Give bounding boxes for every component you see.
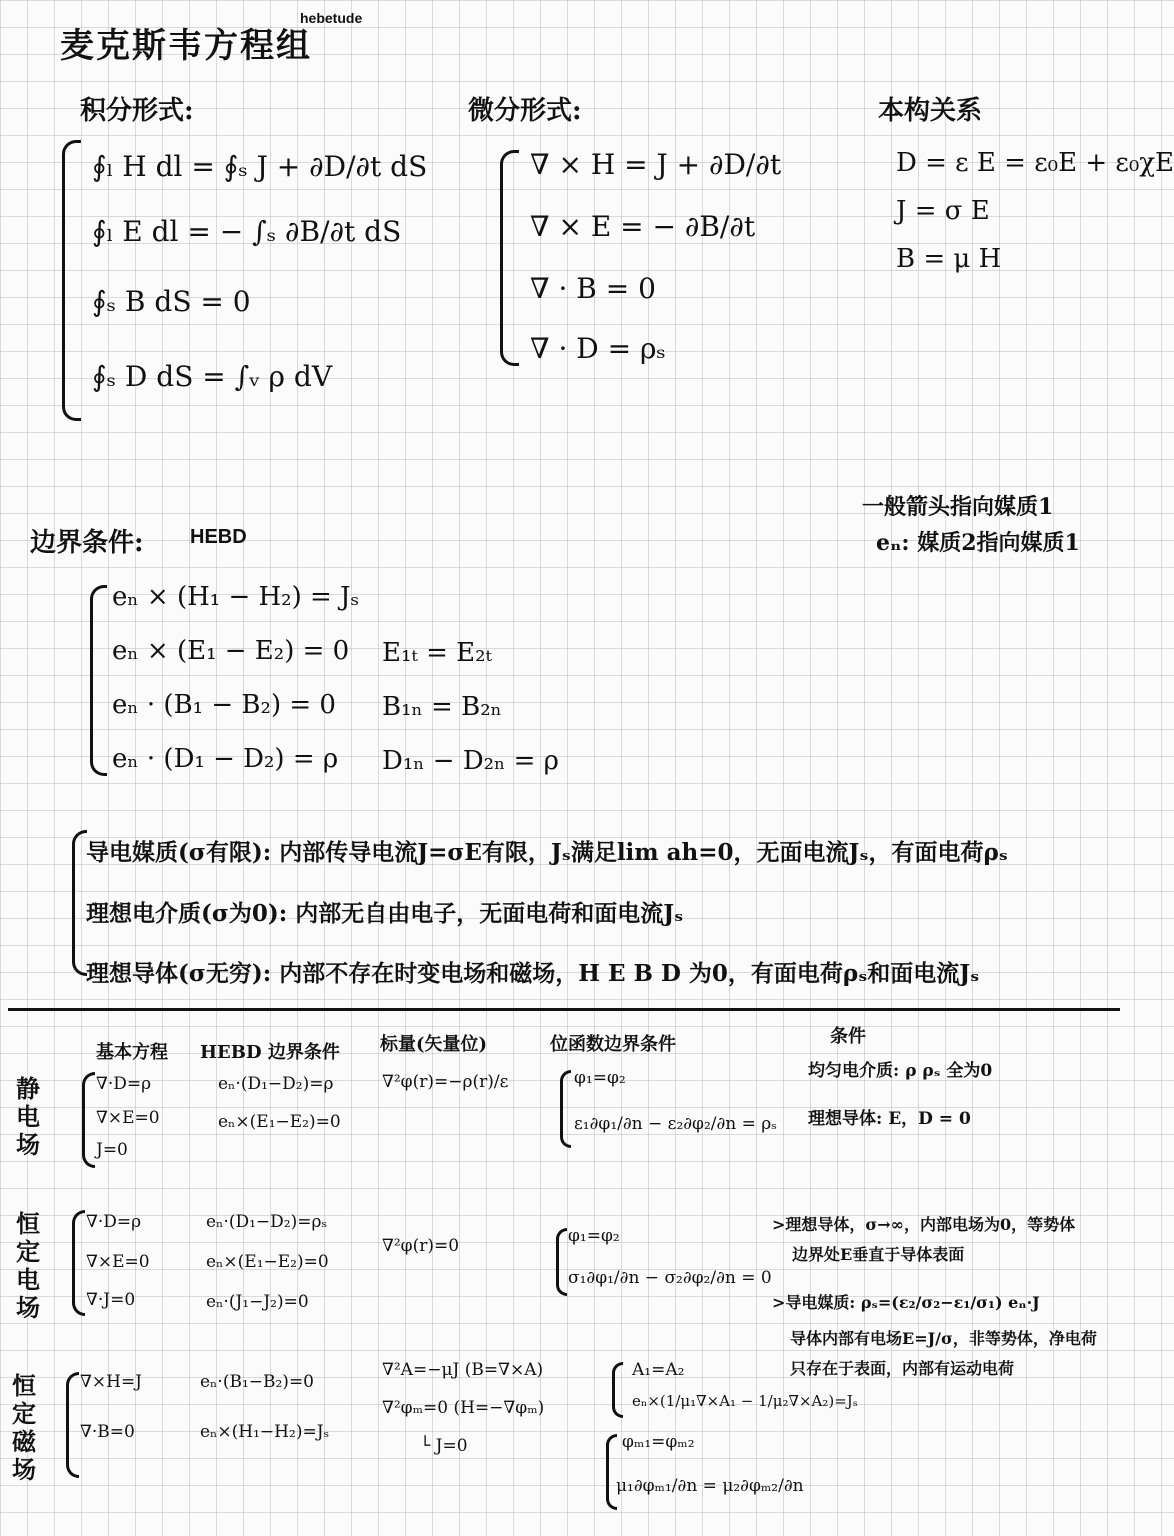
table-header-potbc: 位函数边界条件	[550, 1034, 676, 1055]
table-header-potential: 标量(矢量位)	[380, 1034, 488, 1055]
row-steady-electric-brace	[72, 1210, 85, 1316]
boundary-eq-2: eₙ × (E₁ − E₂) = 0	[112, 636, 350, 666]
row-steady-electric-potbc-2: σ₁∂φ₁/∂n − σ₂∂φ₂/∂n = 0	[568, 1268, 772, 1288]
signature: hebetude	[300, 10, 363, 26]
row-electrostatic-basic-3: J=0	[96, 1140, 128, 1160]
differential-brace	[500, 150, 519, 366]
boundary-eq-1: eₙ × (H₁ − H₂) = Jₛ	[112, 582, 360, 612]
boundary-brace	[90, 585, 107, 776]
row-steady-electric-potbc-brace	[556, 1228, 567, 1296]
row-steady-magnetic-potbc-1: A₁=A₂	[632, 1360, 685, 1380]
row-steady-magnetic-potbc-4: μ₁∂φₘ₁/∂n = μ₂∂φₘ₂/∂n	[616, 1476, 804, 1496]
row-steady-magnetic-basic-1: ∇×H=J	[80, 1372, 142, 1392]
media-line-1: 导电媒质(σ有限): 内部传导电流J=σE有限，Jₛ满足lim ah=0，无面电流Jₛ，有面电荷ρₛ	[86, 839, 1008, 866]
row-steady-electric-bc-1: eₙ·(D₁−D₂)=ρₛ	[206, 1212, 328, 1232]
boundary-scalar-3: D₁ₙ − D₂ₙ = ρ	[382, 746, 559, 776]
media-line-2: 理想电介质(σ为0): 内部无自由电子，无面电荷和面电流Jₛ	[86, 900, 684, 927]
row-electrostatic-cond-2: 理想导体: E，D = 0	[808, 1109, 971, 1129]
integral-eq-4: ∮ₛ D dS = ∫ᵥ ρ dV	[92, 360, 333, 393]
row-steady-magnetic-bc-2: eₙ×(H₁−H₂)=Jₛ	[200, 1422, 330, 1442]
row-steady-electric-basic-3: ∇·J=0	[86, 1290, 136, 1310]
boundary-label: 边界条件:	[30, 528, 144, 558]
row-steady-electric-bc-2: eₙ×(E₁−E₂)=0	[206, 1252, 329, 1272]
row-electrostatic-basic-1: ∇·D=ρ	[96, 1074, 152, 1094]
integral-eq-3: ∮ₛ B dS = 0	[92, 285, 251, 318]
row-electrostatic-potential-1: ∇²φ(r)=−ρ(r)/ε	[382, 1072, 509, 1092]
row-steady-magnetic-name: 恒定磁场	[12, 1371, 36, 1484]
row-steady-electric-cond-2: 边界处E垂直于导体表面	[792, 1245, 965, 1264]
row-steady-magnetic-potential-1: ∇²A=−μJ (B=∇×A)	[382, 1360, 544, 1380]
row-electrostatic-cond-1: 均匀电介质: ρ ρₛ 全为0	[808, 1061, 993, 1081]
constitutive-eq-3: B = μ H	[896, 244, 1002, 274]
table-header-basic: 基本方程	[96, 1042, 168, 1063]
differential-eq-2: ∇ × E = − ∂B/∂t	[530, 210, 756, 243]
media-line-3: 理想导体(σ无穷): 内部不存在时变电场和磁场，H E B D 为0，有面电荷ρₛ和面电流Jₛ	[86, 960, 980, 987]
row-steady-electric-basic-2: ∇×E=0	[86, 1252, 150, 1272]
row-steady-electric-cond-1: >理想导体，σ→∞，内部电场为0，等势体	[772, 1215, 1076, 1234]
row-steady-electric-potential-1: ∇²φ(r)=0	[382, 1236, 460, 1256]
row-electrostatic-bc-2: eₙ×(E₁−E₂)=0	[218, 1112, 341, 1132]
row-steady-magnetic-potbc-brace-2	[606, 1434, 617, 1510]
boundary-note-1: 一般箭头指向媒质1	[862, 494, 1054, 520]
row-electrostatic-potbc-1: φ₁=φ₂	[574, 1068, 626, 1088]
boundary-tag: HEBD	[190, 526, 247, 548]
row-steady-magnetic-potential-3: └ J=0	[420, 1436, 468, 1456]
row-electrostatic-potbc-2: ε₁∂φ₁/∂n − ε₂∂φ₂/∂n = ρₛ	[574, 1114, 778, 1134]
integral-label: 积分形式:	[80, 96, 194, 126]
differential-label: 微分形式:	[468, 96, 582, 126]
row-electrostatic-name: 静电场	[16, 1074, 40, 1159]
row-steady-magnetic-potential-2: ∇²φₘ=0 (H=−∇φₘ)	[382, 1398, 545, 1418]
constitutive-eq-2: J = σ E	[896, 196, 990, 226]
integral-eq-2: ∮ₗ E dl = − ∫ₛ ∂B/∂t dS	[92, 215, 402, 248]
constitutive-eq-1: D = ε E = ε₀E + ε₀χE	[896, 148, 1174, 178]
row-electrostatic-bc-1: eₙ·(D₁−D₂)=ρ	[218, 1074, 334, 1094]
row-steady-electric-potbc-1: φ₁=φ₂	[568, 1226, 620, 1246]
differential-eq-1: ∇ × H = J + ∂D/∂t	[530, 148, 782, 181]
boundary-scalar-2: B₁ₙ = B₂ₙ	[382, 692, 502, 722]
row-steady-magnetic-potbc-3: φₘ₁=φₘ₂	[622, 1432, 695, 1452]
boundary-note-2: eₙ: 媒质2指向媒质1	[876, 530, 1080, 556]
media-brace	[72, 830, 87, 976]
table-header-cond: 条件	[830, 1026, 866, 1047]
row-electrostatic-potbc-brace	[560, 1070, 571, 1148]
row-steady-magnetic-potbc-brace-1	[612, 1362, 623, 1418]
row-electrostatic-brace	[82, 1072, 95, 1168]
table-header-boundary: HEBD 边界条件	[200, 1042, 340, 1063]
boundary-scalar-1: E₁ₜ = E₂ₜ	[382, 638, 492, 668]
differential-eq-3: ∇ · B = 0	[530, 272, 656, 305]
integral-brace	[62, 140, 81, 421]
row-steady-magnetic-potbc-2: eₙ×(1/μ₁∇×A₁ − 1/μ₂∇×A₂)=Jₛ	[632, 1392, 858, 1410]
section-divider	[8, 1008, 1120, 1011]
constitutive-label: 本构关系	[878, 96, 983, 126]
boundary-eq-3: eₙ · (B₁ − B₂) = 0	[112, 690, 336, 720]
row-steady-electric-cond-5: 只存在于表面，内部有运动电荷	[790, 1359, 1015, 1378]
row-steady-electric-cond-4: 导体内部有电场E=J/σ，非等势体，净电荷	[790, 1329, 1097, 1348]
row-steady-electric-bc-3: eₙ·(J₁−J₂)=0	[206, 1292, 309, 1312]
row-electrostatic-basic-2: ∇×E=0	[96, 1108, 160, 1128]
row-steady-electric-basic-1: ∇·D=ρ	[86, 1212, 142, 1232]
integral-eq-1: ∮ₗ H dl = ∮ₛ J + ∂D/∂t dS	[92, 150, 428, 183]
row-steady-electric-name: 恒定电场	[16, 1209, 40, 1322]
boundary-eq-4: eₙ · (D₁ − D₂) = ρ	[112, 744, 339, 774]
row-steady-electric-cond-3: >导电媒质: ρₛ=(ε₂/σ₂−ε₁/σ₁) eₙ·J	[772, 1293, 1040, 1312]
differential-eq-4: ∇ · D = ρₛ	[530, 332, 666, 365]
row-steady-magnetic-basic-2: ∇·B=0	[80, 1422, 135, 1442]
row-steady-magnetic-brace	[66, 1372, 79, 1478]
page-title: 麦克斯韦方程组	[60, 26, 312, 66]
row-steady-magnetic-bc-1: eₙ·(B₁−B₂)=0	[200, 1372, 315, 1392]
